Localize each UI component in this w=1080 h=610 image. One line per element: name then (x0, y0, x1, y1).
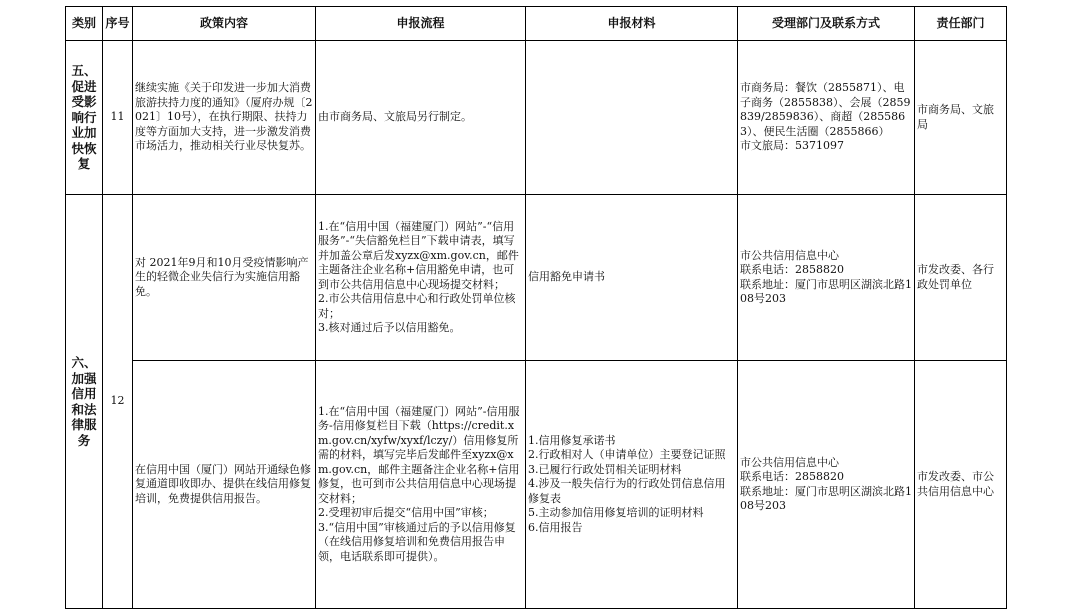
table-row (66, 195, 1007, 361)
category-cell: 六、 加强 信用 和法 律服 务 (66, 195, 103, 609)
process-cell: 1.在“信用中国（福建厦门）网站”-“信用服务”-“失信豁免栏目”下载申请表，填写并加盖公章后发xyzx@xm.gov.cn，邮件主题备注企业名称+信用豁免申请，也可到市公共信用信息中心现场提交材料； 2.市公共信用信息中心和行政处罚单位核对； 3.核对通过后予以信用豁免。 (316, 195, 526, 361)
process-cell: 1.在“信用中国（福建厦门）网站”-信用服务-信用修复栏目下载（https://credit.xm.gov.cn/xyfw/xyxf/lczy/）信用修复所需的材料，填写完毕后发邮件至xyzx@xm.gov.cn，邮件主题备注企业名称+信用修复，也可到市公共信用信息中心现场提交材料； 2.受理初审后提交“信用中国”审核； 3.“信用中国”审核通过后的予以信用修复（在线信用修复培训和免费信用报告申领，电话联系即可提供）。 (316, 361, 526, 609)
table-row (66, 41, 1007, 195)
responsible-cell: 市商务局、文旅局 (915, 41, 1007, 195)
policy-table (65, 6, 1007, 609)
header-process: 申报流程 (316, 7, 526, 41)
header-responsible: 责任部门 (915, 7, 1007, 41)
number-cell: 11 (103, 41, 133, 195)
process-cell: 由市商务局、文旅局另行制定。 (316, 41, 526, 195)
header-contact: 受理部门及联系方式 (738, 7, 915, 41)
content-cell: 对 2021年9月和10月受疫情影响产生的轻微企业失信行为实施信用豁免。 (133, 195, 316, 361)
number-cell: 12 (103, 195, 133, 609)
materials-cell: 信用豁免申请书 (526, 195, 738, 361)
header-category: 类别 (66, 7, 103, 41)
contact-cell: 市公共信用信息中心 联系电话：2858820 联系地址：厦门市思明区湖滨北路108号203 (738, 195, 915, 361)
responsible-cell: 市发改委、市公共信用信息中心 (915, 361, 1007, 609)
responsible-cell: 市发改委、各行政处罚单位 (915, 195, 1007, 361)
table-row (66, 361, 1007, 609)
content-cell: 继续实施《关于印发进一步加大消费旅游扶持力度的通知》（厦府办规〔2021〕10号），在执行期限、扶持力度等方面加大支持，进一步激发消费市场活力，推动相关行业尽快复苏。 (133, 41, 316, 195)
header-content: 政策内容 (133, 7, 316, 41)
materials-cell (526, 41, 738, 195)
header-row (66, 7, 1007, 41)
contact-cell: 市公共信用信息中心 联系电话：2858820 联系地址：厦门市思明区湖滨北路108号203 (738, 361, 915, 609)
materials-cell: 1.信用修复承诺书 2.行政相对人（申请单位）主要登记证照 3.已履行行政处罚相关证明材料 4.涉及一般失信行为的行政处罚信息信用修复表 5.主动参加信用修复培训的证明材料 6.信用报告 (526, 361, 738, 609)
contact-cell: 市商务局：餐饮（2855871）、电子商务（2855838）、会展（2859839/2859836）、商超（2855863）、便民生活圈（2855866） 市文旅局：5371097 (738, 41, 915, 195)
header-number: 序号 (103, 7, 133, 41)
category-cell: 五、 促进 受影 响行 业加 快恢 复 (66, 41, 103, 195)
content-cell: 在信用中国（厦门）网站开通绿色修复通道即收即办、提供在线信用修复培训，免费提供信用报告。 (133, 361, 316, 609)
header-materials: 申报材料 (526, 7, 738, 41)
